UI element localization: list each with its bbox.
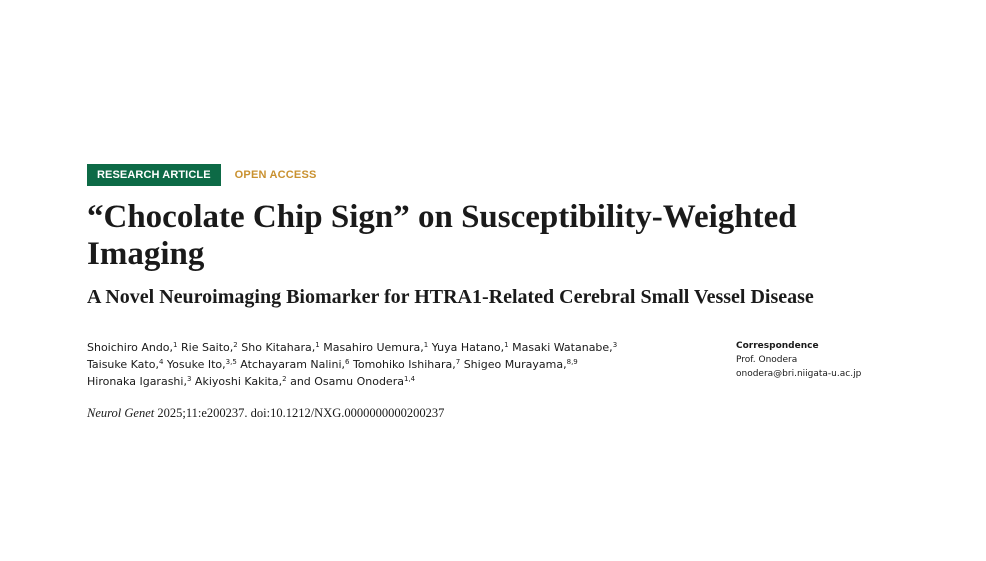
author-name[interactable]: Sho Kitahara, (241, 341, 316, 354)
journal-name: Neurol Genet (87, 406, 155, 420)
author-name[interactable]: Yuya Hatano, (431, 341, 505, 354)
author-affiliation: 1 (173, 341, 178, 349)
author-affiliation: 3 (612, 341, 618, 349)
correspondence-label: Correspondence (736, 341, 819, 351)
article-badges (87, 164, 317, 186)
author-affiliation: 8,9 (566, 358, 578, 366)
correspondence-name: Prof. Onodera (736, 355, 798, 365)
article-subtitle: A Novel Neuroimaging Biomarker for HTRA1-Related Cerebral Small Vessel Disease (87, 286, 814, 308)
author-affiliation: 1 (315, 341, 320, 349)
citation-details[interactable]: 2025;11:e200237. doi:10.1212/NXG.0000000000200237 (157, 406, 445, 420)
author-affiliation: 7 (455, 358, 461, 366)
author-name[interactable]: Akiyoshi Kakita, (194, 375, 283, 388)
open-access-label[interactable]: OPEN ACCESS (234, 169, 317, 181)
author-name[interactable]: Shoichiro Ando, (87, 341, 174, 354)
article-type-badge: RESEARCH ARTICLE (87, 164, 221, 186)
author-name[interactable]: and Osamu Onodera (290, 375, 404, 388)
author-name[interactable]: Taisuke Kato, (87, 358, 159, 371)
author-name[interactable]: Masahiro Uemura, (323, 341, 424, 354)
author-name[interactable]: Hironaka Igarashi, (87, 375, 187, 388)
article-title: “Chocolate Chip Sign” on Susceptibility-Weighted Imaging (87, 199, 797, 272)
author-affiliation: 2 (282, 375, 287, 383)
author-affiliation: 2 (233, 341, 238, 349)
citation-line (87, 405, 787, 421)
author-affiliation: 1 (504, 341, 509, 349)
correspondence-block (736, 339, 956, 381)
author-affiliation: 4 (158, 358, 164, 366)
author-affiliation: 6 (345, 358, 350, 366)
author-name[interactable]: Rie Saito, (181, 341, 234, 354)
author-name[interactable]: Tomohiko Ishihara, (353, 358, 456, 371)
author-affiliation: 1,4 (403, 375, 416, 383)
author-affiliation: 3 (186, 375, 192, 383)
author-name[interactable]: Masaki Watanabe, (512, 341, 613, 354)
author-name[interactable]: Yosuke Ito, (166, 358, 226, 371)
author-affiliation: 3,5 (225, 358, 237, 366)
correspondence-email-link[interactable]: onodera@bri.niigata-u.ac.jp (736, 369, 862, 379)
author-affiliation: 1 (423, 341, 429, 349)
author-name[interactable]: Shigeo Murayama, (463, 358, 567, 371)
author-name[interactable]: Atchayaram Nalini, (240, 358, 346, 371)
author-list (87, 339, 687, 390)
